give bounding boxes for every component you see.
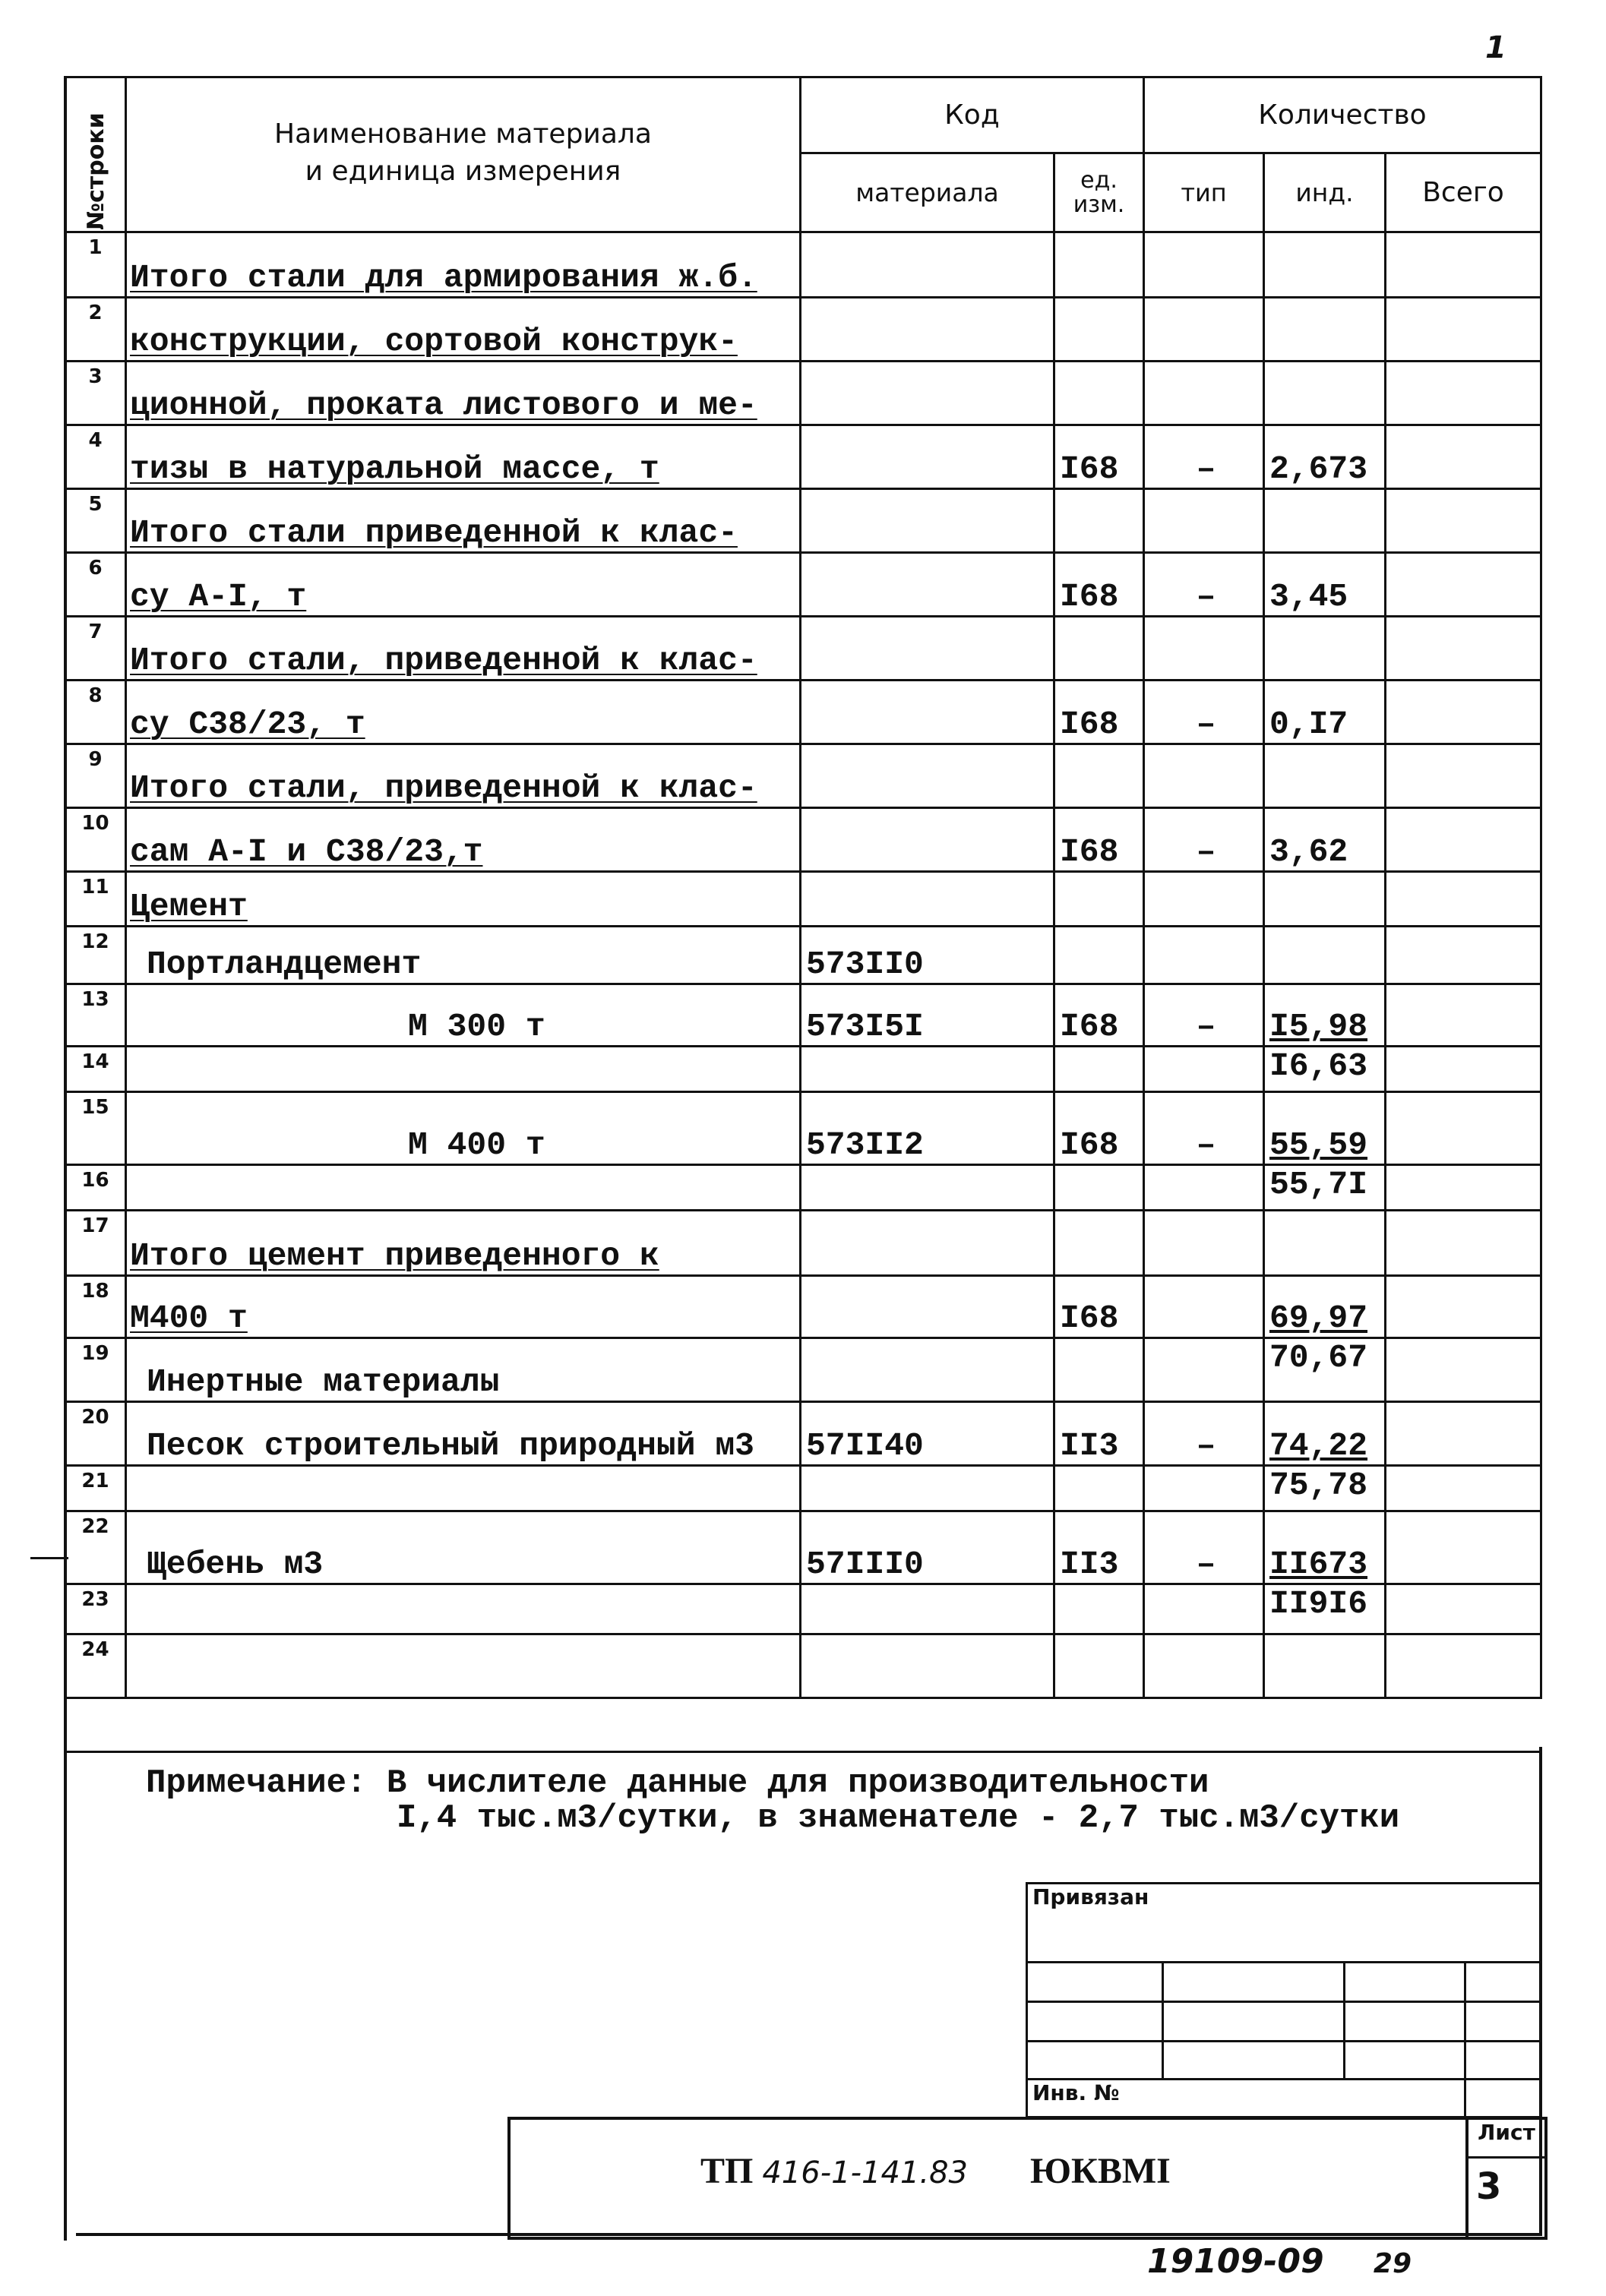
table-row bbox=[65, 1584, 1541, 1634]
row-total bbox=[1386, 362, 1541, 425]
row-unit: I68 bbox=[1054, 425, 1144, 489]
row-unit: I68 bbox=[1054, 1092, 1144, 1165]
row-name: конструкции, сортовой конструк- bbox=[126, 298, 801, 362]
row-code bbox=[801, 1211, 1054, 1276]
row-number: 9 bbox=[65, 744, 126, 808]
header-unit-label: ед. изм. bbox=[1073, 167, 1125, 218]
row-ind bbox=[1264, 744, 1386, 808]
row-type bbox=[1144, 1338, 1264, 1402]
row-type: – bbox=[1144, 681, 1264, 744]
footnote-line-2: I,4 тыс.м3/сутки, в знаменателе - 2,7 тыс.м3/сутки bbox=[397, 1799, 1400, 1838]
row-number: 7 bbox=[65, 617, 126, 681]
header-rownum-label: №строки bbox=[83, 112, 109, 230]
sheet-number-box bbox=[1465, 2117, 1548, 2240]
row-number: 23 bbox=[65, 1584, 126, 1634]
row-code bbox=[801, 1466, 1054, 1511]
row-name: Итого стали приведенной к клас- bbox=[126, 489, 801, 553]
table-row bbox=[65, 1511, 1541, 1584]
table-row bbox=[65, 681, 1541, 744]
row-type bbox=[1144, 1466, 1264, 1511]
row-type: – bbox=[1144, 808, 1264, 872]
row-total bbox=[1386, 1402, 1541, 1466]
row-ind: 3,45 bbox=[1264, 553, 1386, 617]
table-row bbox=[65, 1402, 1541, 1466]
row-unit bbox=[1054, 617, 1144, 681]
stamp-cell bbox=[1163, 1963, 1345, 2002]
row-type bbox=[1144, 298, 1264, 362]
stamp-cell bbox=[1163, 2002, 1345, 2042]
row-name: Цемент bbox=[126, 872, 801, 927]
row-total bbox=[1386, 1511, 1541, 1584]
row-type bbox=[1144, 872, 1264, 927]
title-block bbox=[507, 2117, 1468, 2240]
row-number: 24 bbox=[65, 1634, 126, 1698]
stamp-cell bbox=[1465, 1963, 1541, 2002]
document-mark: ЮКВМI bbox=[1029, 2151, 1171, 2191]
row-code bbox=[801, 1634, 1054, 1698]
row-type bbox=[1144, 362, 1264, 425]
row-type bbox=[1144, 1211, 1264, 1276]
row-type bbox=[1144, 927, 1264, 984]
row-name: сам А-I и С38/23,т bbox=[126, 808, 801, 872]
row-type bbox=[1144, 1047, 1264, 1092]
row-name: тизы в натуральной массе, т bbox=[126, 425, 801, 489]
row-total bbox=[1386, 232, 1541, 298]
row-ind: 0,I7 bbox=[1264, 681, 1386, 744]
row-unit bbox=[1054, 744, 1144, 808]
row-name: Песок строительный природный м3 bbox=[126, 1402, 801, 1466]
row-code bbox=[801, 744, 1054, 808]
sheet-label: Лист bbox=[1468, 2120, 1544, 2159]
row-unit: I68 bbox=[1054, 984, 1144, 1047]
row-ind bbox=[1264, 232, 1386, 298]
row-number: 16 bbox=[65, 1165, 126, 1211]
row-total bbox=[1386, 872, 1541, 927]
table-row bbox=[65, 1634, 1541, 1698]
row-type bbox=[1144, 1634, 1264, 1698]
row-name: Итого стали, приведенной к клас- bbox=[126, 617, 801, 681]
table-row bbox=[65, 927, 1541, 984]
header-ind bbox=[1264, 153, 1386, 232]
row-total bbox=[1386, 1634, 1541, 1698]
table-row bbox=[65, 1092, 1541, 1165]
row-unit bbox=[1054, 362, 1144, 425]
row-type: – bbox=[1144, 1511, 1264, 1584]
stamp-cell bbox=[1465, 2080, 1541, 2118]
stamp-inv-label: Инв. № bbox=[1032, 2080, 1120, 2105]
table-row bbox=[65, 489, 1541, 553]
row-number: 2 bbox=[65, 298, 126, 362]
row-ind: 74,22 bbox=[1264, 1402, 1386, 1466]
row-number: 18 bbox=[65, 1276, 126, 1338]
row-total bbox=[1386, 617, 1541, 681]
row-code bbox=[801, 1276, 1054, 1338]
row-code: 573II2 bbox=[801, 1092, 1054, 1165]
handwritten-archive-number bbox=[1147, 2242, 1412, 2281]
stamp-cell bbox=[1027, 2042, 1163, 2080]
row-name: Инертные материалы bbox=[126, 1338, 801, 1402]
table-row bbox=[65, 872, 1541, 927]
row-number: 3 bbox=[65, 362, 126, 425]
table-row bbox=[65, 808, 1541, 872]
row-total bbox=[1386, 681, 1541, 744]
header-unit bbox=[1054, 153, 1144, 232]
row-code bbox=[801, 872, 1054, 927]
table-row bbox=[65, 1466, 1541, 1511]
row-ind bbox=[1264, 617, 1386, 681]
code-handwritten: 416-1-141.83 bbox=[762, 2155, 968, 2190]
header-qty-label: Количество bbox=[1258, 99, 1427, 131]
row-number: 1 bbox=[65, 232, 126, 298]
row-unit: II3 bbox=[1054, 1511, 1144, 1584]
row-ind bbox=[1264, 1211, 1386, 1276]
row-type: – bbox=[1144, 425, 1264, 489]
row-number: 11 bbox=[65, 872, 126, 927]
row-unit bbox=[1054, 927, 1144, 984]
row-total bbox=[1386, 927, 1541, 984]
row-total bbox=[1386, 808, 1541, 872]
table-row bbox=[65, 1338, 1541, 1402]
row-unit bbox=[1054, 1466, 1144, 1511]
row-name bbox=[126, 1584, 801, 1634]
row-code bbox=[801, 681, 1054, 744]
row-ind: II673 bbox=[1264, 1511, 1386, 1584]
stamp-cell bbox=[1163, 2042, 1345, 2080]
row-type bbox=[1144, 232, 1264, 298]
row-number: 13 bbox=[65, 984, 126, 1047]
row-unit bbox=[1054, 298, 1144, 362]
stamp-cell bbox=[1027, 2002, 1163, 2042]
row-number: 6 bbox=[65, 553, 126, 617]
row-total bbox=[1386, 744, 1541, 808]
table-row bbox=[65, 362, 1541, 425]
row-number: 22 bbox=[65, 1511, 126, 1584]
row-type bbox=[1144, 1584, 1264, 1634]
row-unit bbox=[1054, 1584, 1144, 1634]
table-row bbox=[65, 1276, 1541, 1338]
row-name: Итого стали, приведенной к клас- bbox=[126, 744, 801, 808]
stamp-cell bbox=[1465, 2042, 1541, 2080]
row-number: 8 bbox=[65, 681, 126, 744]
row-number: 10 bbox=[65, 808, 126, 872]
row-name: су С38/23, т bbox=[126, 681, 801, 744]
row-unit bbox=[1054, 489, 1144, 553]
document-code bbox=[700, 2150, 1171, 2192]
row-ind: II9I6 bbox=[1264, 1584, 1386, 1634]
row-number: 17 bbox=[65, 1211, 126, 1276]
row-name: Щебень м3 bbox=[126, 1511, 801, 1584]
handwritten-mark-top: 1 bbox=[1485, 30, 1506, 65]
row-type bbox=[1144, 489, 1264, 553]
row-type: – bbox=[1144, 1092, 1264, 1165]
row-type: – bbox=[1144, 1402, 1264, 1466]
table-row bbox=[65, 425, 1541, 489]
row-type: – bbox=[1144, 553, 1264, 617]
row-code bbox=[801, 489, 1054, 553]
row-name: су А-I, т bbox=[126, 553, 801, 617]
stamp-cell bbox=[1027, 1963, 1163, 2002]
footnote-line-1: Примечание: В числителе данные для производительности bbox=[146, 1764, 1209, 1802]
header-type bbox=[1144, 153, 1264, 232]
row-code bbox=[801, 1047, 1054, 1092]
header-material-label: материала bbox=[855, 178, 999, 207]
row-name: ционной, проката листового и ме- bbox=[126, 362, 801, 425]
header-name bbox=[126, 77, 801, 232]
header-type-label: тип bbox=[1181, 178, 1227, 207]
row-code: 573I5I bbox=[801, 984, 1054, 1047]
note-divider bbox=[64, 1751, 1542, 1753]
row-code: 573II0 bbox=[801, 927, 1054, 984]
header-name-label: Наименование материала и единица измерения bbox=[274, 118, 652, 187]
sheet-number: 3 bbox=[1476, 2165, 1502, 2208]
table-row bbox=[65, 298, 1541, 362]
row-ind: 75,78 bbox=[1264, 1466, 1386, 1511]
binding-stamp bbox=[1026, 1882, 1542, 2118]
row-number: 5 bbox=[65, 489, 126, 553]
row-total bbox=[1386, 1092, 1541, 1165]
row-total bbox=[1386, 425, 1541, 489]
row-total bbox=[1386, 1165, 1541, 1211]
row-total bbox=[1386, 553, 1541, 617]
table-row bbox=[65, 553, 1541, 617]
row-code bbox=[801, 1165, 1054, 1211]
row-number: 15 bbox=[65, 1092, 126, 1165]
row-number: 12 bbox=[65, 927, 126, 984]
row-name: Итого стали для армирования ж.б. bbox=[126, 232, 801, 298]
table-row bbox=[65, 1165, 1541, 1211]
row-total bbox=[1386, 1338, 1541, 1402]
row-code bbox=[801, 617, 1054, 681]
header-qty-group bbox=[1144, 77, 1541, 153]
row-ind bbox=[1264, 298, 1386, 362]
row-type bbox=[1144, 1165, 1264, 1211]
table-row bbox=[65, 1047, 1541, 1092]
row-code: 57III0 bbox=[801, 1511, 1054, 1584]
row-total bbox=[1386, 298, 1541, 362]
archive-page: 29 bbox=[1373, 2248, 1412, 2279]
row-ind bbox=[1264, 872, 1386, 927]
header-rownum bbox=[65, 77, 126, 232]
row-unit bbox=[1054, 1047, 1144, 1092]
header-material bbox=[801, 153, 1054, 232]
table-row bbox=[65, 744, 1541, 808]
row-code bbox=[801, 298, 1054, 362]
row-unit: II3 bbox=[1054, 1402, 1144, 1466]
row-unit: I68 bbox=[1054, 1276, 1144, 1338]
row-number: 14 bbox=[65, 1047, 126, 1092]
row-total bbox=[1386, 1584, 1541, 1634]
row-total bbox=[1386, 1276, 1541, 1338]
row-ind bbox=[1264, 927, 1386, 984]
row-ind: 70,67 bbox=[1264, 1338, 1386, 1402]
row-ind bbox=[1264, 362, 1386, 425]
row-number: 20 bbox=[65, 1402, 126, 1466]
row-ind: 55,7I bbox=[1264, 1165, 1386, 1211]
row-name: Итого цемент приведенного к bbox=[126, 1211, 801, 1276]
row-code bbox=[801, 808, 1054, 872]
row-type bbox=[1144, 1276, 1264, 1338]
row-ind: 2,673 bbox=[1264, 425, 1386, 489]
row-name bbox=[126, 1047, 801, 1092]
row-ind: I5,98 bbox=[1264, 984, 1386, 1047]
row-code bbox=[801, 425, 1054, 489]
header-ind-label: инд. bbox=[1295, 178, 1354, 207]
table-row bbox=[65, 984, 1541, 1047]
row-unit bbox=[1054, 1338, 1144, 1402]
row-type bbox=[1144, 617, 1264, 681]
row-total bbox=[1386, 1211, 1541, 1276]
stamp-linked-cell bbox=[1027, 1884, 1541, 1963]
stamp-inv-cell bbox=[1027, 2080, 1465, 2118]
row-unit bbox=[1054, 1211, 1144, 1276]
row-ind bbox=[1264, 1634, 1386, 1698]
row-code bbox=[801, 553, 1054, 617]
tick-mark bbox=[30, 1557, 68, 1559]
row-total bbox=[1386, 1466, 1541, 1511]
row-unit: I68 bbox=[1054, 808, 1144, 872]
header-total-label: Всего bbox=[1422, 177, 1504, 208]
row-name: М 400 т bbox=[126, 1092, 801, 1165]
row-type bbox=[1144, 744, 1264, 808]
row-unit bbox=[1054, 1165, 1144, 1211]
archive-number: 19109-09 bbox=[1147, 2242, 1324, 2281]
code-prefix: ТП bbox=[700, 2151, 754, 2191]
table-row bbox=[65, 232, 1541, 298]
row-unit: I68 bbox=[1054, 553, 1144, 617]
row-code bbox=[801, 232, 1054, 298]
row-number: 19 bbox=[65, 1338, 126, 1402]
row-number: 21 bbox=[65, 1466, 126, 1511]
row-code bbox=[801, 1338, 1054, 1402]
row-ind bbox=[1264, 489, 1386, 553]
header-total bbox=[1386, 153, 1541, 232]
stamp-cell bbox=[1345, 2002, 1465, 2042]
row-ind: 69,97 bbox=[1264, 1276, 1386, 1338]
materials-table bbox=[64, 76, 1542, 1699]
row-unit bbox=[1054, 1634, 1144, 1698]
row-total bbox=[1386, 489, 1541, 553]
row-number: 4 bbox=[65, 425, 126, 489]
row-ind: 3,62 bbox=[1264, 808, 1386, 872]
stamp-cell bbox=[1465, 2002, 1541, 2042]
row-ind: I6,63 bbox=[1264, 1047, 1386, 1092]
row-code bbox=[801, 1584, 1054, 1634]
stamp-cell bbox=[1345, 1963, 1465, 2002]
row-code bbox=[801, 362, 1054, 425]
header-code-label: Код bbox=[944, 99, 1000, 131]
row-name: Портландцемент bbox=[126, 927, 801, 984]
row-unit: I68 bbox=[1054, 681, 1144, 744]
row-code: 57II40 bbox=[801, 1402, 1054, 1466]
row-name: М 300 т bbox=[126, 984, 801, 1047]
row-name bbox=[126, 1634, 801, 1698]
row-unit bbox=[1054, 872, 1144, 927]
table-row bbox=[65, 1211, 1541, 1276]
row-type: – bbox=[1144, 984, 1264, 1047]
table-row bbox=[65, 617, 1541, 681]
row-unit bbox=[1054, 232, 1144, 298]
row-total bbox=[1386, 984, 1541, 1047]
stamp-linked-label: Привязан bbox=[1032, 1884, 1149, 1909]
header-code-group bbox=[801, 77, 1144, 153]
row-ind: 55,59 bbox=[1264, 1092, 1386, 1165]
stamp-cell bbox=[1345, 2042, 1465, 2080]
row-name bbox=[126, 1165, 801, 1211]
row-total bbox=[1386, 1047, 1541, 1092]
row-name bbox=[126, 1466, 801, 1511]
row-name: М400 т bbox=[126, 1276, 801, 1338]
footnote bbox=[146, 1766, 1399, 1836]
